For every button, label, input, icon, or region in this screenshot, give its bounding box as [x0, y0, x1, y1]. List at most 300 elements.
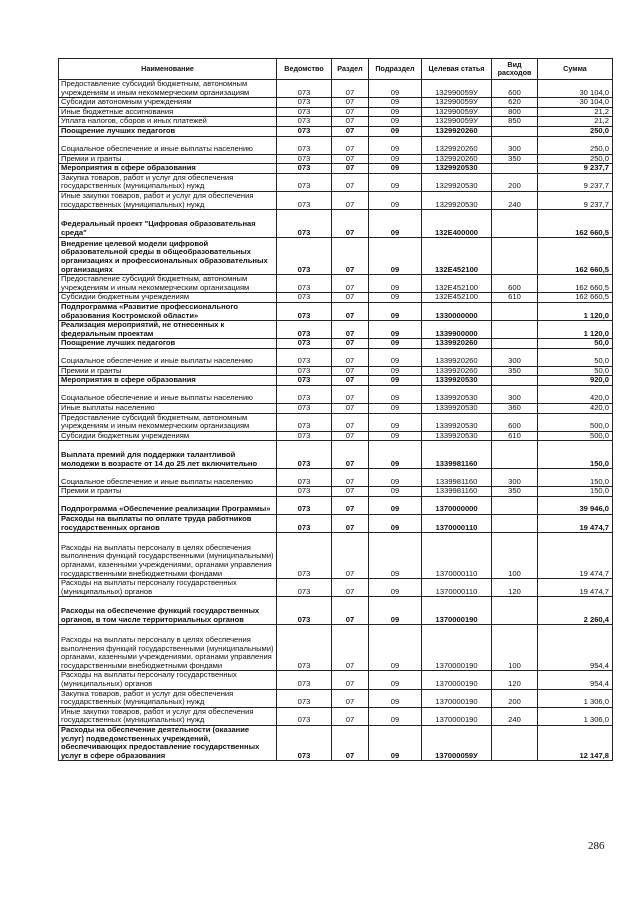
page-number: 286 [588, 840, 605, 852]
row-razdel-cell: 07 [332, 238, 369, 275]
row-razdel-cell: 07 [332, 348, 369, 366]
row-name-cell: Социальное обеспечение и иные выплаты населению [59, 136, 277, 154]
row-vid-rashodov-cell [492, 597, 538, 625]
row-summa-cell: 162 660,5 [538, 238, 613, 275]
row-vid-rashodov-cell [492, 339, 538, 349]
row-razdel-cell: 07 [332, 80, 369, 98]
row-vid-rashodov-cell: 350 [492, 366, 538, 376]
row-vid-rashodov-cell: 600 [492, 80, 538, 98]
row-name-cell: Закупка товаров, работ и услуг для обеспечения государственных (муниципальных) нужд [59, 689, 277, 707]
table-row [59, 404, 613, 414]
row-celevaya-statya-cell: 1339920260 [422, 339, 492, 349]
row-podrazdel-cell: 09 [369, 107, 422, 117]
row-name-cell: Поощрение лучших педагогов [59, 339, 277, 349]
row-vid-rashodov-cell [492, 126, 538, 136]
row-vid-rashodov-cell: 240 [492, 707, 538, 725]
row-vedomstvo-cell: 073 [277, 386, 332, 404]
row-celevaya-statya-cell: 1370000110 [422, 579, 492, 597]
row-podrazdel-cell: 09 [369, 707, 422, 725]
row-vedomstvo-cell: 073 [277, 80, 332, 98]
row-celevaya-statya-cell: 1339920530 [422, 404, 492, 414]
row-podrazdel-cell: 09 [369, 154, 422, 164]
table-row [59, 386, 613, 404]
row-name-cell: Мероприятия в сфере образования [59, 164, 277, 174]
row-name-cell: Реализация мероприятий, не отнесенных к федеральным проектам [59, 321, 277, 339]
row-name-cell: Федеральный проект "Цифровая образовательная среда" [59, 210, 277, 238]
row-vid-rashodov-cell: 120 [492, 671, 538, 689]
table-row [59, 164, 613, 174]
row-celevaya-statya-cell: 1339920530 [422, 376, 492, 386]
table-row [59, 376, 613, 386]
row-celevaya-statya-cell: 137000059У [422, 725, 492, 760]
row-vid-rashodov-cell: 300 [492, 469, 538, 487]
row-vid-rashodov-cell: 240 [492, 191, 538, 209]
row-razdel-cell: 07 [332, 386, 369, 404]
row-razdel-cell: 07 [332, 689, 369, 707]
row-razdel-cell: 07 [332, 625, 369, 671]
row-podrazdel-cell: 09 [369, 497, 422, 515]
row-vedomstvo-cell: 073 [277, 348, 332, 366]
row-podrazdel-cell: 09 [369, 515, 422, 533]
row-vid-rashodov-cell [492, 164, 538, 174]
table-row [59, 431, 613, 441]
row-summa-cell: 19 474,7 [538, 579, 613, 597]
row-razdel-cell: 07 [332, 210, 369, 238]
row-celevaya-statya-cell: 1339981160 [422, 469, 492, 487]
row-podrazdel-cell: 09 [369, 625, 422, 671]
row-celevaya-statya-cell: 1339900000 [422, 321, 492, 339]
row-summa-cell: 12 147,8 [538, 725, 613, 760]
row-summa-cell: 1 120,0 [538, 302, 613, 320]
row-vedomstvo-cell: 073 [277, 107, 332, 117]
row-summa-cell: 500,0 [538, 431, 613, 441]
row-summa-cell: 21,2 [538, 107, 613, 117]
row-celevaya-statya-cell: 1329920530 [422, 173, 492, 191]
row-summa-cell: 1 120,0 [538, 321, 613, 339]
row-celevaya-statya-cell: 1330000000 [422, 302, 492, 320]
row-summa-cell: 420,0 [538, 386, 613, 404]
row-summa-cell: 162 660,5 [538, 293, 613, 303]
row-name-cell: Социальное обеспечение и иные выплаты населению [59, 386, 277, 404]
row-razdel-cell: 07 [332, 321, 369, 339]
row-razdel-cell: 07 [332, 164, 369, 174]
row-vedomstvo-cell: 073 [277, 707, 332, 725]
row-vedomstvo-cell: 073 [277, 487, 332, 497]
row-vedomstvo-cell: 073 [277, 154, 332, 164]
row-celevaya-statya-cell: 1339920530 [422, 386, 492, 404]
row-summa-cell: 250,0 [538, 136, 613, 154]
row-vid-rashodov-cell [492, 497, 538, 515]
row-podrazdel-cell: 09 [369, 579, 422, 597]
row-summa-cell: 50,0 [538, 339, 613, 349]
table-row [59, 689, 613, 707]
row-vedomstvo-cell: 073 [277, 164, 332, 174]
column-header-podrazdel: Подраздел [369, 59, 422, 80]
row-name-cell: Социальное обеспечение и иные выплаты населению [59, 469, 277, 487]
row-razdel-cell: 07 [332, 293, 369, 303]
row-vedomstvo-cell: 073 [277, 136, 332, 154]
row-vid-rashodov-cell [492, 515, 538, 533]
row-celevaya-statya-cell: 1339920530 [422, 431, 492, 441]
row-celevaya-statya-cell: 132990059У [422, 107, 492, 117]
row-summa-cell: 39 946,0 [538, 497, 613, 515]
row-name-cell: Закупка товаров, работ и услуг для обеспечения государственных (муниципальных) нужд [59, 173, 277, 191]
row-razdel-cell: 07 [332, 725, 369, 760]
row-razdel-cell: 07 [332, 191, 369, 209]
row-podrazdel-cell: 09 [369, 533, 422, 579]
row-razdel-cell: 07 [332, 173, 369, 191]
table-row [59, 497, 613, 515]
row-name-cell: Уплата налогов, сборов и иных платежей [59, 117, 277, 127]
row-razdel-cell: 07 [332, 107, 369, 117]
row-razdel-cell: 07 [332, 413, 369, 431]
table-row [59, 275, 613, 293]
table-row [59, 413, 613, 431]
table-row [59, 154, 613, 164]
row-vid-rashodov-cell: 350 [492, 154, 538, 164]
table-row [59, 597, 613, 625]
row-vedomstvo-cell: 073 [277, 366, 332, 376]
header-row [59, 59, 613, 80]
row-vedomstvo-cell: 073 [277, 413, 332, 431]
row-vid-rashodov-cell [492, 376, 538, 386]
row-podrazdel-cell: 09 [369, 348, 422, 366]
column-header-summa: Сумма [538, 59, 613, 80]
row-celevaya-statya-cell: 1329920260 [422, 136, 492, 154]
row-podrazdel-cell: 09 [369, 725, 422, 760]
row-podrazdel-cell: 09 [369, 386, 422, 404]
row-vedomstvo-cell: 073 [277, 431, 332, 441]
row-celevaya-statya-cell: 132E452100 [422, 293, 492, 303]
table-row [59, 533, 613, 579]
row-celevaya-statya-cell: 1370000110 [422, 533, 492, 579]
row-summa-cell: 954,4 [538, 671, 613, 689]
table-header [59, 59, 613, 80]
table-row [59, 293, 613, 303]
row-name-cell: Мероприятия в сфере образования [59, 376, 277, 386]
row-summa-cell: 162 660,5 [538, 275, 613, 293]
row-name-cell: Внедрение целевой модели цифровой образовательной среды в общеобразовательных организациях и профессиональных образовательных организациях [59, 238, 277, 275]
row-podrazdel-cell: 09 [369, 404, 422, 414]
row-vid-rashodov-cell: 300 [492, 136, 538, 154]
table-row [59, 515, 613, 533]
row-razdel-cell: 07 [332, 431, 369, 441]
row-vid-rashodov-cell: 200 [492, 689, 538, 707]
row-podrazdel-cell: 09 [369, 689, 422, 707]
row-razdel-cell: 07 [332, 404, 369, 414]
row-summa-cell: 420,0 [538, 404, 613, 414]
row-summa-cell: 30 104,0 [538, 80, 613, 98]
row-podrazdel-cell: 09 [369, 413, 422, 431]
row-podrazdel-cell: 09 [369, 441, 422, 469]
row-celevaya-statya-cell: 1370000110 [422, 515, 492, 533]
row-summa-cell: 150,0 [538, 469, 613, 487]
table-row [59, 117, 613, 127]
row-celevaya-statya-cell: 132990059У [422, 117, 492, 127]
row-celevaya-statya-cell: 1370000190 [422, 625, 492, 671]
table-row [59, 441, 613, 469]
row-vid-rashodov-cell: 610 [492, 431, 538, 441]
row-vid-rashodov-cell [492, 302, 538, 320]
row-name-cell: Иные закупки товаров, работ и услуг для обеспечения государственных (муниципальных) нужд [59, 707, 277, 725]
row-name-cell: Подпрограмма «Развитие профессионального образования Костромской области» [59, 302, 277, 320]
row-razdel-cell: 07 [332, 533, 369, 579]
table-row [59, 98, 613, 108]
table-row [59, 625, 613, 671]
row-name-cell: Иные бюджетные ассигнования [59, 107, 277, 117]
row-vid-rashodov-cell: 610 [492, 293, 538, 303]
row-name-cell: Премии и гранты [59, 487, 277, 497]
row-vid-rashodov-cell: 350 [492, 487, 538, 497]
row-vedomstvo-cell: 073 [277, 469, 332, 487]
row-vedomstvo-cell: 073 [277, 275, 332, 293]
row-podrazdel-cell: 09 [369, 366, 422, 376]
row-summa-cell: 1 306,0 [538, 707, 613, 725]
row-celevaya-statya-cell: 1329920530 [422, 164, 492, 174]
table-row [59, 579, 613, 597]
row-podrazdel-cell: 09 [369, 173, 422, 191]
row-vid-rashodov-cell [492, 238, 538, 275]
budget-table [58, 58, 613, 761]
row-vedomstvo-cell: 073 [277, 625, 332, 671]
row-vid-rashodov-cell: 600 [492, 413, 538, 431]
row-name-cell: Поощрение лучших педагогов [59, 126, 277, 136]
row-razdel-cell: 07 [332, 339, 369, 349]
row-vid-rashodov-cell: 300 [492, 348, 538, 366]
row-celevaya-statya-cell: 132E452100 [422, 275, 492, 293]
row-celevaya-statya-cell: 1339920260 [422, 366, 492, 376]
row-vedomstvo-cell: 073 [277, 497, 332, 515]
row-celevaya-statya-cell: 1329920260 [422, 126, 492, 136]
row-summa-cell: 250,0 [538, 126, 613, 136]
row-vedomstvo-cell: 073 [277, 238, 332, 275]
row-vedomstvo-cell: 073 [277, 98, 332, 108]
row-summa-cell: 1 306,0 [538, 689, 613, 707]
row-podrazdel-cell: 09 [369, 164, 422, 174]
row-podrazdel-cell: 09 [369, 126, 422, 136]
row-name-cell: Предоставление субсидий бюджетным, автономным учреждениям и иным некоммерческим организациям [59, 80, 277, 98]
table-row [59, 238, 613, 275]
row-podrazdel-cell: 09 [369, 597, 422, 625]
row-celevaya-statya-cell: 1339920530 [422, 413, 492, 431]
row-name-cell: Расходы на выплаты по оплате труда работников государственных органов [59, 515, 277, 533]
row-podrazdel-cell: 09 [369, 376, 422, 386]
row-podrazdel-cell: 09 [369, 238, 422, 275]
row-summa-cell: 9 237,7 [538, 173, 613, 191]
row-celevaya-statya-cell: 132990059У [422, 98, 492, 108]
row-razdel-cell: 07 [332, 487, 369, 497]
row-razdel-cell: 07 [332, 707, 369, 725]
row-celevaya-statya-cell: 1339920260 [422, 348, 492, 366]
row-name-cell: Предоставление субсидий бюджетным, автономным учреждениям и иным некоммерческим организациям [59, 275, 277, 293]
row-vid-rashodov-cell [492, 321, 538, 339]
row-razdel-cell: 07 [332, 98, 369, 108]
row-vid-rashodov-cell [492, 441, 538, 469]
row-vedomstvo-cell: 073 [277, 725, 332, 760]
row-celevaya-statya-cell: 1370000190 [422, 671, 492, 689]
row-celevaya-statya-cell: 132990059У [422, 80, 492, 98]
row-celevaya-statya-cell: 1370000190 [422, 597, 492, 625]
row-name-cell: Расходы на выплаты персоналу в целях обеспечения выполнения функций государственными (муниципальными) органами, казенными учреждениями, органами управления государственными внебюджетными фондами [59, 533, 277, 579]
row-name-cell: Социальное обеспечение и иные выплаты населению [59, 348, 277, 366]
row-podrazdel-cell: 09 [369, 191, 422, 209]
table-row [59, 487, 613, 497]
row-vedomstvo-cell: 073 [277, 597, 332, 625]
row-name-cell: Премии и гранты [59, 366, 277, 376]
table-row [59, 348, 613, 366]
table-row [59, 210, 613, 238]
row-summa-cell: 9 237,7 [538, 191, 613, 209]
row-razdel-cell: 07 [332, 497, 369, 515]
row-razdel-cell: 07 [332, 117, 369, 127]
row-vid-rashodov-cell: 100 [492, 533, 538, 579]
row-celevaya-statya-cell: 1339981160 [422, 441, 492, 469]
row-celevaya-statya-cell: 1329920530 [422, 191, 492, 209]
row-summa-cell: 954,4 [538, 625, 613, 671]
column-header-vid-rashodov: Вид расходов [492, 59, 538, 80]
row-celevaya-statya-cell: 132E400000 [422, 210, 492, 238]
row-razdel-cell: 07 [332, 154, 369, 164]
row-podrazdel-cell: 09 [369, 293, 422, 303]
row-vedomstvo-cell: 073 [277, 441, 332, 469]
row-podrazdel-cell: 09 [369, 671, 422, 689]
row-razdel-cell: 07 [332, 597, 369, 625]
row-podrazdel-cell: 09 [369, 302, 422, 320]
row-vid-rashodov-cell: 120 [492, 579, 538, 597]
row-podrazdel-cell: 09 [369, 136, 422, 154]
row-vedomstvo-cell: 073 [277, 210, 332, 238]
row-summa-cell: 50,0 [538, 348, 613, 366]
row-razdel-cell: 07 [332, 376, 369, 386]
row-celevaya-statya-cell: 1370000190 [422, 689, 492, 707]
row-vedomstvo-cell: 073 [277, 191, 332, 209]
row-name-cell: Субсидии бюджетным учреждениям [59, 431, 277, 441]
row-summa-cell: 150,0 [538, 441, 613, 469]
row-vedomstvo-cell: 073 [277, 117, 332, 127]
row-podrazdel-cell: 09 [369, 487, 422, 497]
row-vid-rashodov-cell: 620 [492, 98, 538, 108]
row-name-cell: Выплата премий для поддержки талантливой молодежи в возрасте от 14 до 25 лет включительно [59, 441, 277, 469]
row-summa-cell: 150,0 [538, 487, 613, 497]
table-row [59, 366, 613, 376]
row-razdel-cell: 07 [332, 671, 369, 689]
row-vedomstvo-cell: 073 [277, 579, 332, 597]
row-name-cell: Расходы на выплаты персоналу государственных (муниципальных) органов [59, 579, 277, 597]
row-name-cell: Субсидии бюджетным учреждениям [59, 293, 277, 303]
row-razdel-cell: 07 [332, 302, 369, 320]
row-celevaya-statya-cell: 132E452100 [422, 238, 492, 275]
table-row [59, 339, 613, 349]
row-vedomstvo-cell: 073 [277, 689, 332, 707]
row-celevaya-statya-cell: 1329920260 [422, 154, 492, 164]
row-name-cell: Субсидии автономным учреждениям [59, 98, 277, 108]
row-vid-rashodov-cell [492, 210, 538, 238]
table-row [59, 173, 613, 191]
row-vid-rashodov-cell: 800 [492, 107, 538, 117]
table-row [59, 707, 613, 725]
row-vedomstvo-cell: 073 [277, 376, 332, 386]
row-podrazdel-cell: 09 [369, 469, 422, 487]
row-summa-cell: 162 660,5 [538, 210, 613, 238]
column-header-name: Наименование [59, 59, 277, 80]
row-podrazdel-cell: 09 [369, 210, 422, 238]
row-summa-cell: 9 237,7 [538, 164, 613, 174]
row-summa-cell: 500,0 [538, 413, 613, 431]
row-razdel-cell: 07 [332, 275, 369, 293]
row-name-cell: Иные закупки товаров, работ и услуг для обеспечения государственных (муниципальных) нужд [59, 191, 277, 209]
table-row [59, 107, 613, 117]
row-summa-cell: 50,0 [538, 366, 613, 376]
table-row [59, 321, 613, 339]
row-summa-cell: 19 474,7 [538, 533, 613, 579]
row-vid-rashodov-cell: 100 [492, 625, 538, 671]
row-razdel-cell: 07 [332, 579, 369, 597]
row-summa-cell: 2 260,4 [538, 597, 613, 625]
row-razdel-cell: 07 [332, 136, 369, 154]
row-summa-cell: 920,0 [538, 376, 613, 386]
row-vid-rashodov-cell: 850 [492, 117, 538, 127]
table-body [59, 80, 613, 761]
row-podrazdel-cell: 09 [369, 431, 422, 441]
row-name-cell: Премии и гранты [59, 154, 277, 164]
table-row [59, 126, 613, 136]
row-vedomstvo-cell: 073 [277, 302, 332, 320]
row-podrazdel-cell: 09 [369, 321, 422, 339]
table-row [59, 671, 613, 689]
row-summa-cell: 250,0 [538, 154, 613, 164]
row-podrazdel-cell: 09 [369, 80, 422, 98]
row-podrazdel-cell: 09 [369, 117, 422, 127]
row-name-cell: Предоставление субсидий бюджетным, автономным учреждениям и иным некоммерческим организациям [59, 413, 277, 431]
row-vedomstvo-cell: 073 [277, 339, 332, 349]
column-header-razdel: Раздел [332, 59, 369, 80]
column-header-vedomstvo: Ведомство [277, 59, 332, 80]
row-vedomstvo-cell: 073 [277, 173, 332, 191]
row-celevaya-statya-cell: 1339981160 [422, 487, 492, 497]
row-name-cell: Иные выплаты населению [59, 404, 277, 414]
row-podrazdel-cell: 09 [369, 98, 422, 108]
table-row [59, 725, 613, 760]
column-header-celevaya-statya: Целевая статья [422, 59, 492, 80]
row-summa-cell: 30 104,0 [538, 98, 613, 108]
table-row [59, 80, 613, 98]
table-row [59, 302, 613, 320]
row-vedomstvo-cell: 073 [277, 533, 332, 579]
row-vedomstvo-cell: 073 [277, 321, 332, 339]
row-razdel-cell: 07 [332, 126, 369, 136]
table-row [59, 136, 613, 154]
row-name-cell: Расходы на обеспечение деятельности (оказание услуг) подведомственных учреждений, обеспечивающих предоставление государственных услуг в сфере образования [59, 725, 277, 760]
row-razdel-cell: 07 [332, 469, 369, 487]
row-vid-rashodov-cell: 300 [492, 386, 538, 404]
row-vid-rashodov-cell: 360 [492, 404, 538, 414]
row-celevaya-statya-cell: 1370000190 [422, 707, 492, 725]
row-name-cell: Подпрограмма «Обеспечение реализации Программы» [59, 497, 277, 515]
row-vid-rashodov-cell [492, 725, 538, 760]
row-podrazdel-cell: 09 [369, 339, 422, 349]
row-vid-rashodov-cell: 200 [492, 173, 538, 191]
row-vedomstvo-cell: 073 [277, 671, 332, 689]
row-vedomstvo-cell: 073 [277, 404, 332, 414]
row-vedomstvo-cell: 073 [277, 293, 332, 303]
row-vid-rashodov-cell: 600 [492, 275, 538, 293]
row-name-cell: Расходы на обеспечение функций государственных органов, в том числе территориальных органов [59, 597, 277, 625]
row-summa-cell: 19 474,7 [538, 515, 613, 533]
row-celevaya-statya-cell: 1370000000 [422, 497, 492, 515]
row-razdel-cell: 07 [332, 366, 369, 376]
row-vedomstvo-cell: 073 [277, 515, 332, 533]
row-razdel-cell: 07 [332, 515, 369, 533]
